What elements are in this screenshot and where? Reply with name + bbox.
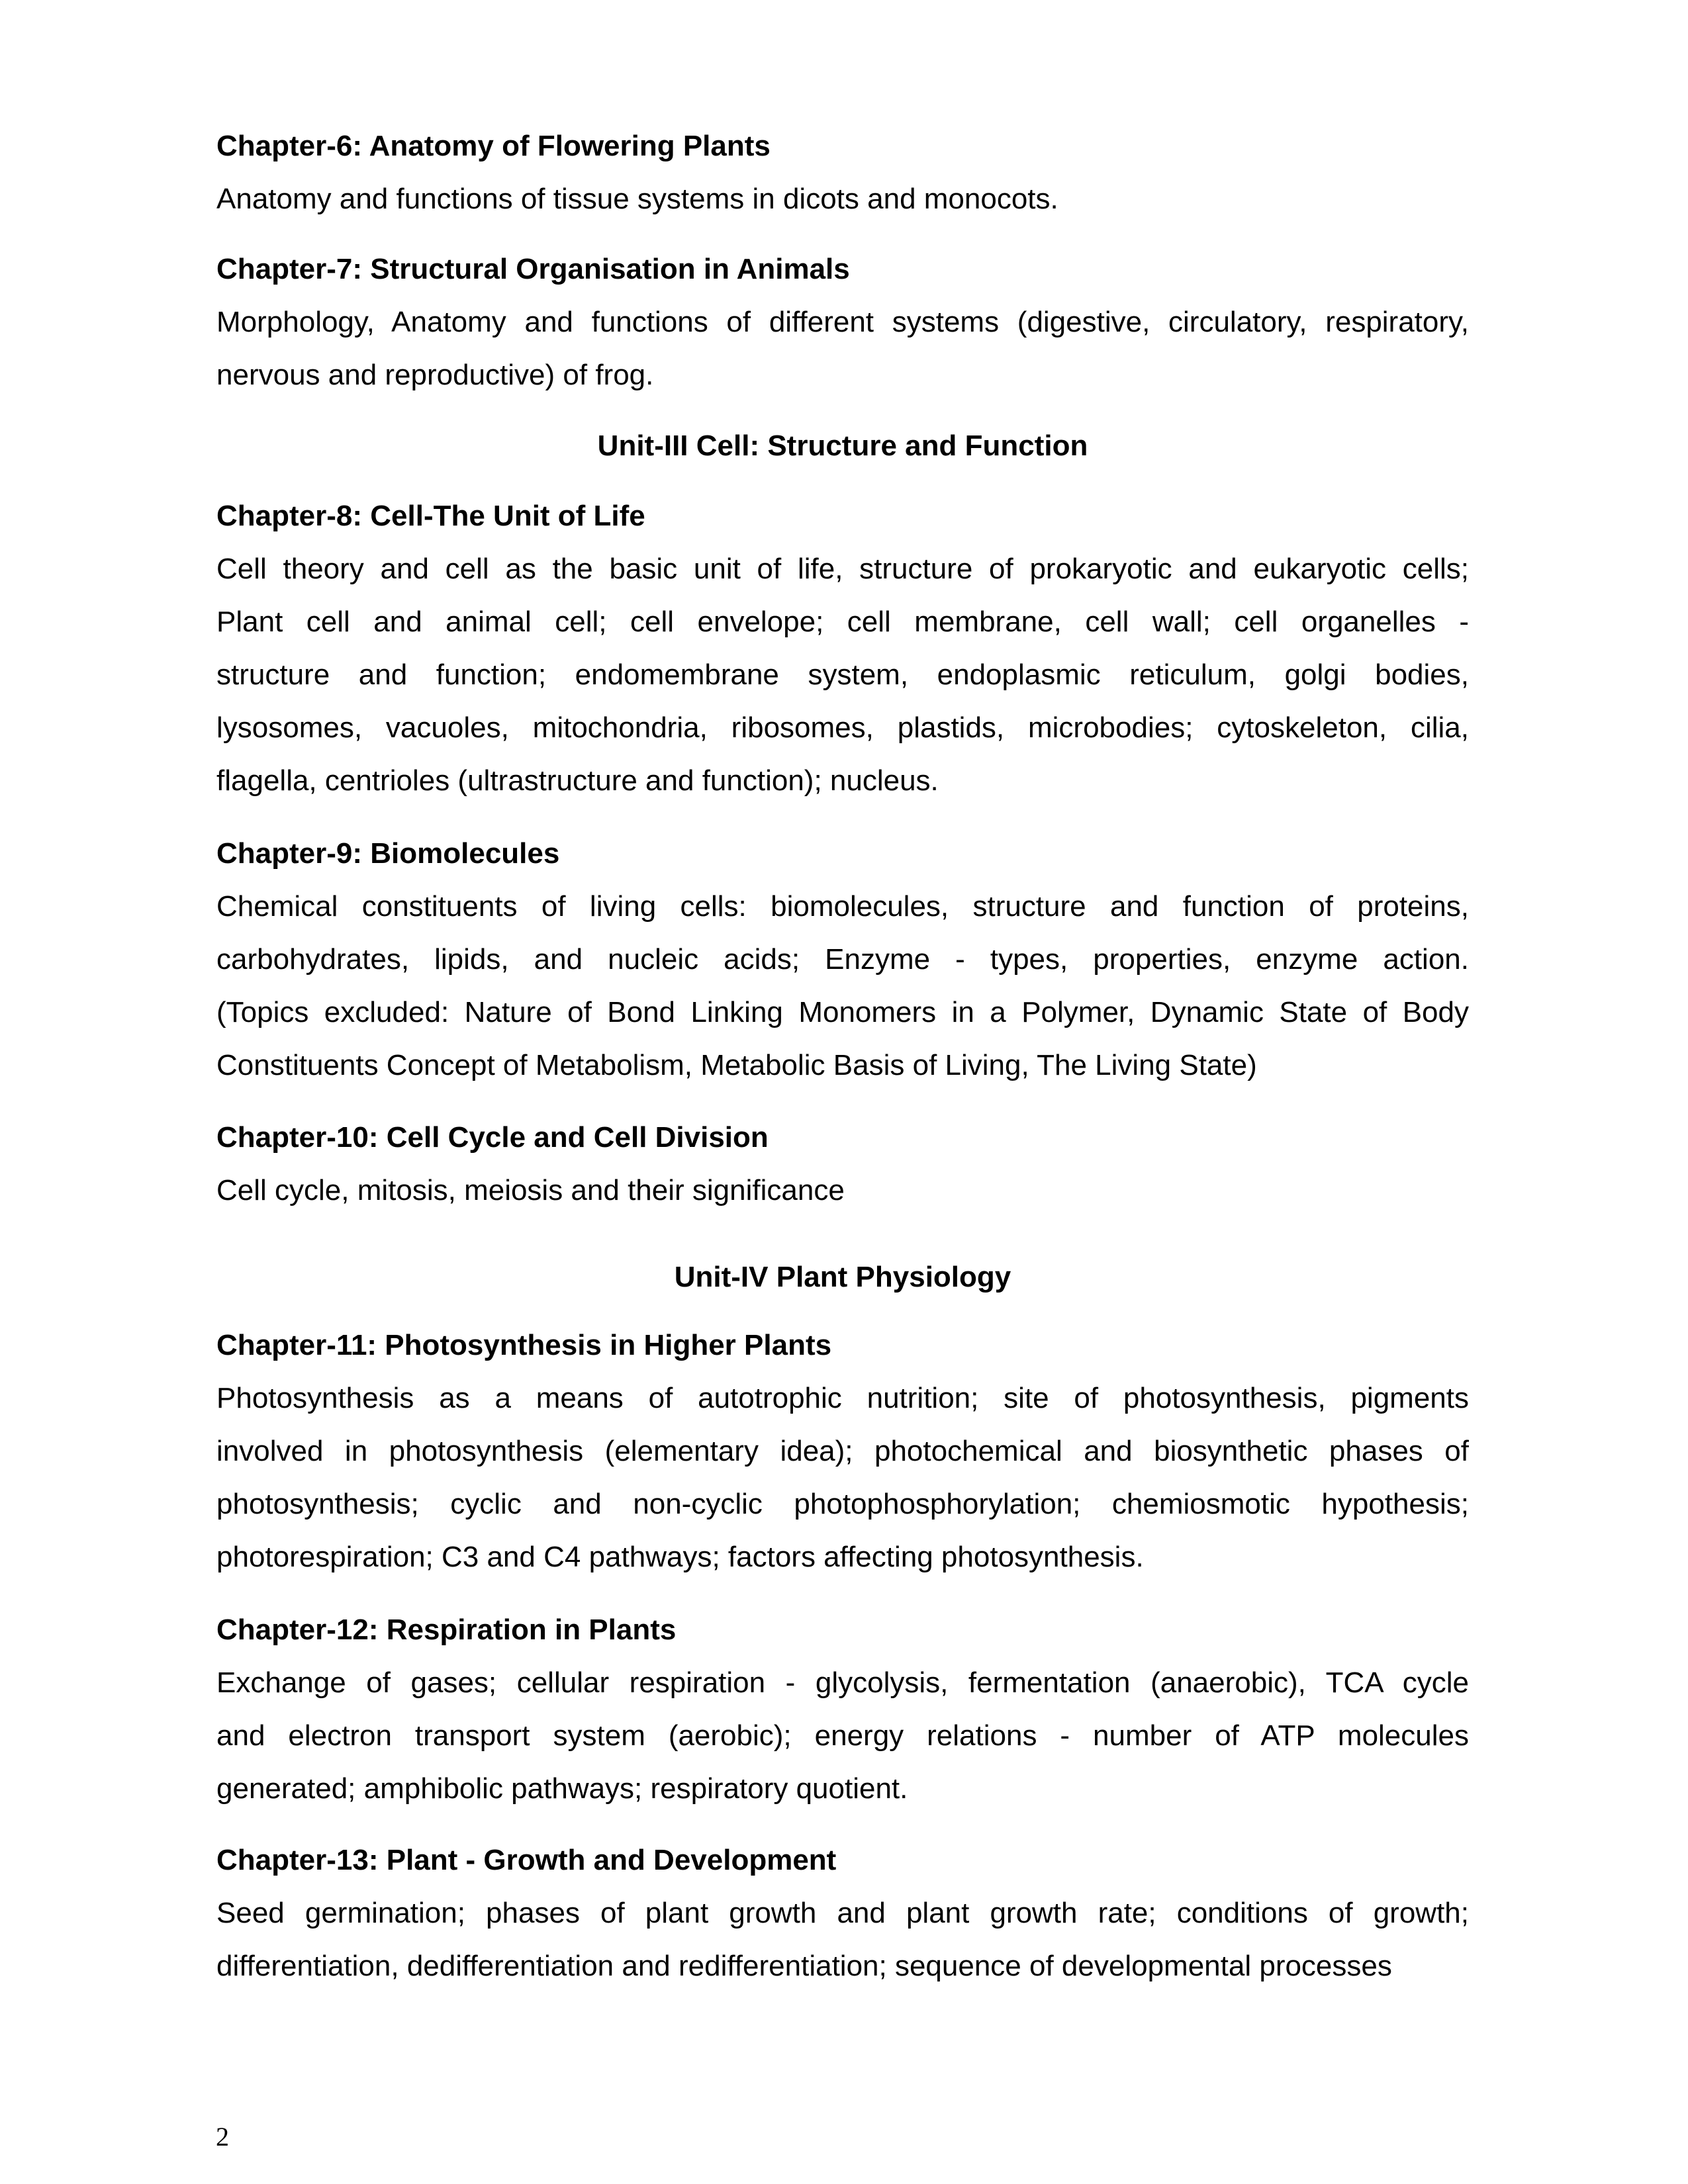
chapter-heading: Chapter-11: Photosynthesis in Higher Plants [216,1329,832,1361]
body-line: Exchange of gases; cellular respiration - glycolysis, fermentation (anaerobic), TCA cycle [216,1666,1469,1699]
body-line: flagella, centrioles (ultrastructure and function); nucleus. [216,764,939,797]
body-line: photorespiration; C3 and C4 pathways; factors affecting photosynthesis. [216,1541,1144,1573]
chapter-section [216,1111,1469,1217]
chapter-heading: Chapter-9: Biomolecules [216,837,560,870]
body-line: Morphology, Anatomy and functions of different systems (digestive, circulatory, respiratory, [216,306,1469,338]
chapter-heading: Chapter-12: Respiration in Plants [216,1614,677,1646]
body-line: carbohydrates, lipids, and nucleic acids; Enzyme - types, properties, enzyme action. [216,943,1469,976]
chapter-section [216,120,1469,226]
body-line: Photosynthesis as a means of autotrophic nutrition; site of photosynthesis, pigments [216,1382,1469,1414]
chapter-section [216,1834,1469,1993]
body-line: nervous and reproductive) of frog. [216,359,654,391]
body-line: generated; amphibolic pathways; respiratory quotient. [216,1772,908,1805]
chapter-section [216,490,1469,807]
chapter-section [216,1319,1469,1584]
chapter-section [216,243,1469,402]
body-line: Constituents Concept of Metabolism, Metabolic Basis of Living, The Living State) [216,1049,1257,1081]
body-line: (Topics excluded: Nature of Bond Linking Monomers in a Polymer, Dynamic State of Body [216,996,1469,1028]
body-line: structure and function; endomembrane system, endoplasmic reticulum, golgi bodies, [216,659,1469,691]
unit-section [216,1251,1469,1304]
unit-section [216,420,1469,473]
body-line: and electron transport system (aerobic); energy relations - number of ATP molecules [216,1719,1469,1752]
body-line: differentiation, dedifferentiation and redifferentiation; sequence of developmental processes [216,1950,1392,1982]
body-line: photosynthesis; cyclic and non-cyclic photophosphorylation; chemiosmotic hypothesis; [216,1488,1469,1520]
chapter-section [216,1604,1469,1815]
chapter-heading: Chapter-6: Anatomy of Flowering Plants [216,130,771,162]
page-number: 2 [216,2122,229,2152]
chapter-heading: Chapter-7: Structural Organisation in Animals [216,253,850,285]
body-line: Anatomy and functions of tissue systems in dicots and monocots. [216,183,1058,215]
chapter-heading: Chapter-13: Plant - Growth and Development [216,1844,837,1876]
body-line: Cell theory and cell as the basic unit of life, structure of prokaryotic and eukaryotic cells; [216,553,1469,585]
body-line: involved in photosynthesis (elementary idea); photochemical and biosynthetic phases of [216,1435,1469,1467]
unit-heading: Unit-III Cell: Structure and Function [597,430,1088,462]
chapter-heading: Chapter-10: Cell Cycle and Cell Division [216,1121,769,1154]
body-line: lysosomes, vacuoles, mitochondria, ribosomes, plastids, microbodies; cytoskeleton, cilia, [216,711,1469,744]
unit-heading: Unit-IV Plant Physiology [674,1261,1011,1293]
chapter-heading: Chapter-8: Cell-The Unit of Life [216,500,645,532]
body-line: Plant cell and animal cell; cell envelope; cell membrane, cell wall; cell organelles - [216,606,1469,638]
body-line: Seed germination; phases of plant growth and plant growth rate; conditions of growth; [216,1897,1469,1929]
body-line: Cell cycle, mitosis, meiosis and their significance [216,1174,845,1206]
chapter-section [216,827,1469,1092]
body-line: Chemical constituents of living cells: biomolecules, structure and function of proteins, [216,890,1469,923]
